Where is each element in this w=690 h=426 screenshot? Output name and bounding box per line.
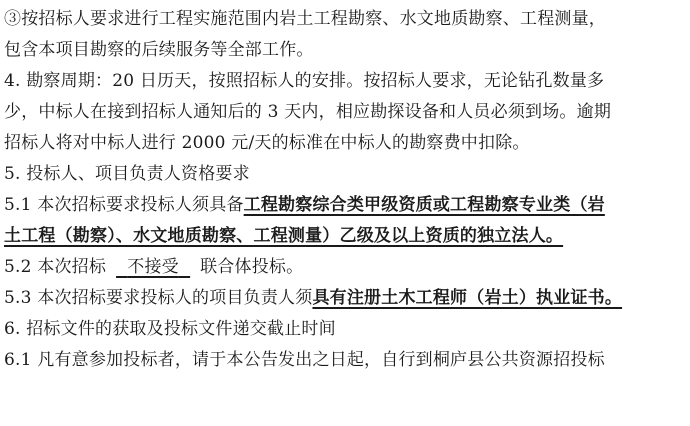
qualification-5-1-line-2 [4,221,682,252]
documents-6-1-line-1: 6.1 凡有意参加投标者，请于本公告发出之日起，自行到桐庐县公共资源招投标 [4,350,605,370]
qualification-5-2-prefix: 5.2 本次招标 [4,257,107,277]
survey-period-line-1: 4. 勘察周期：20 日历天，按照招标人的安排。按招标人要求，无论钻孔数量多 [4,71,605,91]
qualification-5-1-prefix: 5.1 本次招标要求投标人须具备 [4,195,244,215]
survey-period-line-3: 招标人将对中标人进行 2000 元/天的标准在中标人的勘察费中扣除。 [4,133,530,153]
qualification-5-3-underlined: 具有注册土木工程师（岩土）执业证书。 [312,288,623,308]
survey-period-line-2: 少，中标人在接到招标人通知后的 3 天内，相应勘探设备和人员必须到场。逾期 [4,102,612,122]
scope-line-2: 包含本项目勘察的后续服务等全部工作。 [4,40,314,60]
documents-heading: 6. 招标文件的获取及投标文件递交截止时间 [4,319,336,339]
qualification-5-3 [4,283,682,314]
qualification-heading: 5. 投标人、项目负责人资格要求 [4,164,250,184]
qualification-5-1-underlined-2: 土工程（勘察）、水文地质勘察、工程测量）乙级及以上资质的独立法人。 [4,226,564,246]
qualification-5-3-prefix: 5.3 本次招标要求投标人的项目负责人须 [4,288,313,308]
scope-line-1: ③按招标人要求进行工程实施范围内岩土工程勘察、水文地质勘察、工程测量， [4,9,606,29]
qualification-5-2-suffix: 联合体投标。 [200,257,304,277]
qualification-5-1-underlined-1: 工程勘察综合类甲级资质或工程勘察专业类（岩 [243,195,605,215]
qualification-5-1-line-1 [4,190,682,221]
qualification-5-2-underlined: 不接受 [127,257,179,277]
qualification-5-2 [4,252,682,283]
